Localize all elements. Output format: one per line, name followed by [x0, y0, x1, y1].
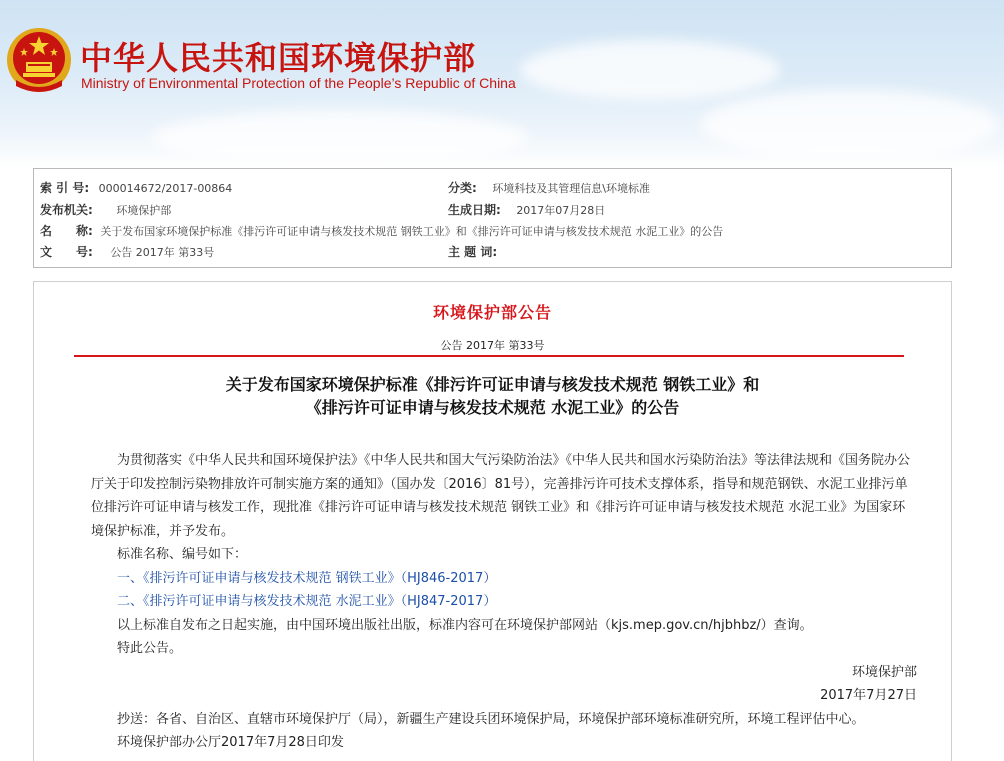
site-title[interactable]: 中华人民共和国环境保护部 — [80, 39, 477, 77]
date-row — [448, 201, 605, 218]
name-label: 名 称: — [40, 224, 93, 238]
document-title — [34, 373, 951, 419]
body-paragraph-3: 以上标准自发布之日起实施，由中国环境出版社出版，标准内容可在环境保护部网站（kjs.mep.gov.cn/hjbhbz/）查询。 — [117, 617, 813, 633]
signature-date: 2017年7月27日 — [820, 688, 917, 703]
keywords-row — [448, 243, 497, 260]
name-value: 关于发布国家环境保护标准《排污许可证申请与核发技术规范 钢铁工业》和《排污许可证申请与核发技术规范 水泥工业》的公告 — [100, 225, 724, 238]
site-subtitle[interactable]: Ministry of Environmental Protection of the People’s Republic of China — [81, 75, 516, 91]
doc-number-value: 公告 2017年 第33号 — [110, 246, 215, 259]
notice-number: 公告 2017年 第33号 — [440, 339, 545, 352]
index-number-row — [40, 179, 232, 196]
document-metadata — [33, 168, 952, 268]
date-label: 生成日期: — [448, 203, 501, 217]
standard-link-2[interactable]: 二、《排污许可证申请与核发技术规范 水泥工业》（HJ847-2017） — [117, 594, 497, 609]
date-value: 2017年07月28日 — [516, 204, 606, 217]
document-title-line-2: 《排污许可证申请与核发技术规范 水泥工业》的公告 — [305, 398, 680, 417]
name-row — [40, 222, 723, 239]
document-title-line-1: 关于发布国家环境保护标准《排污许可证申请与核发技术规范 钢铁工业》和 — [225, 375, 760, 394]
red-divider — [74, 355, 904, 357]
keywords-label: 主 题 词: — [448, 245, 498, 259]
issuer-value: 环境保护部 — [116, 204, 172, 217]
index-label: 索 引 号: — [40, 181, 90, 195]
category-value: 环境科技及其管理信息\环境标准 — [492, 182, 651, 195]
issuer-label: 发布机关: — [40, 203, 93, 217]
index-value: 000014672/2017-00864 — [98, 182, 233, 195]
notice-body — [91, 449, 917, 755]
body-paragraph-1: 为贯彻落实《中华人民共和国环境保护法》《中华人民共和国大气污染防治法》《中华人民共和国水污染防治法》等法律法规和《国务院办公厅关于印发控制污染物排放许可制实施方案的通知》（国办发〔2016〕81号），完善排污许可技术支撑体系，指导和规范钢铁、水泥工业排污单位排污许可证申请与核发工作，现批准《排污许可证申请与核发技术规范 钢铁工业》和《排污许可证申请与核发技术规范 水泥工业》为国家环境保护标准，并予发布。 — [91, 453, 911, 539]
body-paragraph-4: 特此公告。 — [117, 641, 183, 656]
body-paragraph-2: 标准名称、编号如下： — [117, 547, 248, 562]
category-row — [448, 179, 650, 196]
doc-number-row — [40, 243, 214, 260]
cloud-decoration — [150, 110, 530, 165]
cloud-decoration — [520, 40, 780, 100]
issuer-row — [40, 201, 171, 218]
site-header — [0, 0, 1004, 168]
notice-heading: 环境保护部公告 — [432, 303, 552, 322]
national-emblem-icon[interactable] — [6, 24, 72, 96]
category-label: 分类: — [448, 181, 477, 195]
doc-number-label: 文 号: — [40, 245, 93, 259]
cc-line: 抄送：各省、自治区、直辖市环境保护厅（局），新疆生产建设兵团环境保护局，环境保护部环境标准研究所，环境工程评估中心。 — [117, 711, 865, 727]
signature: 环境保护部 — [851, 664, 917, 680]
notice-content — [33, 281, 952, 761]
cloud-decoration — [700, 90, 1000, 160]
standard-link-1[interactable]: 一、《排污许可证申请与核发技术规范 钢铁工业》（HJ846-2017） — [117, 570, 497, 586]
print-line: 环境保护部办公厅2017年7月28日印发 — [117, 735, 344, 750]
